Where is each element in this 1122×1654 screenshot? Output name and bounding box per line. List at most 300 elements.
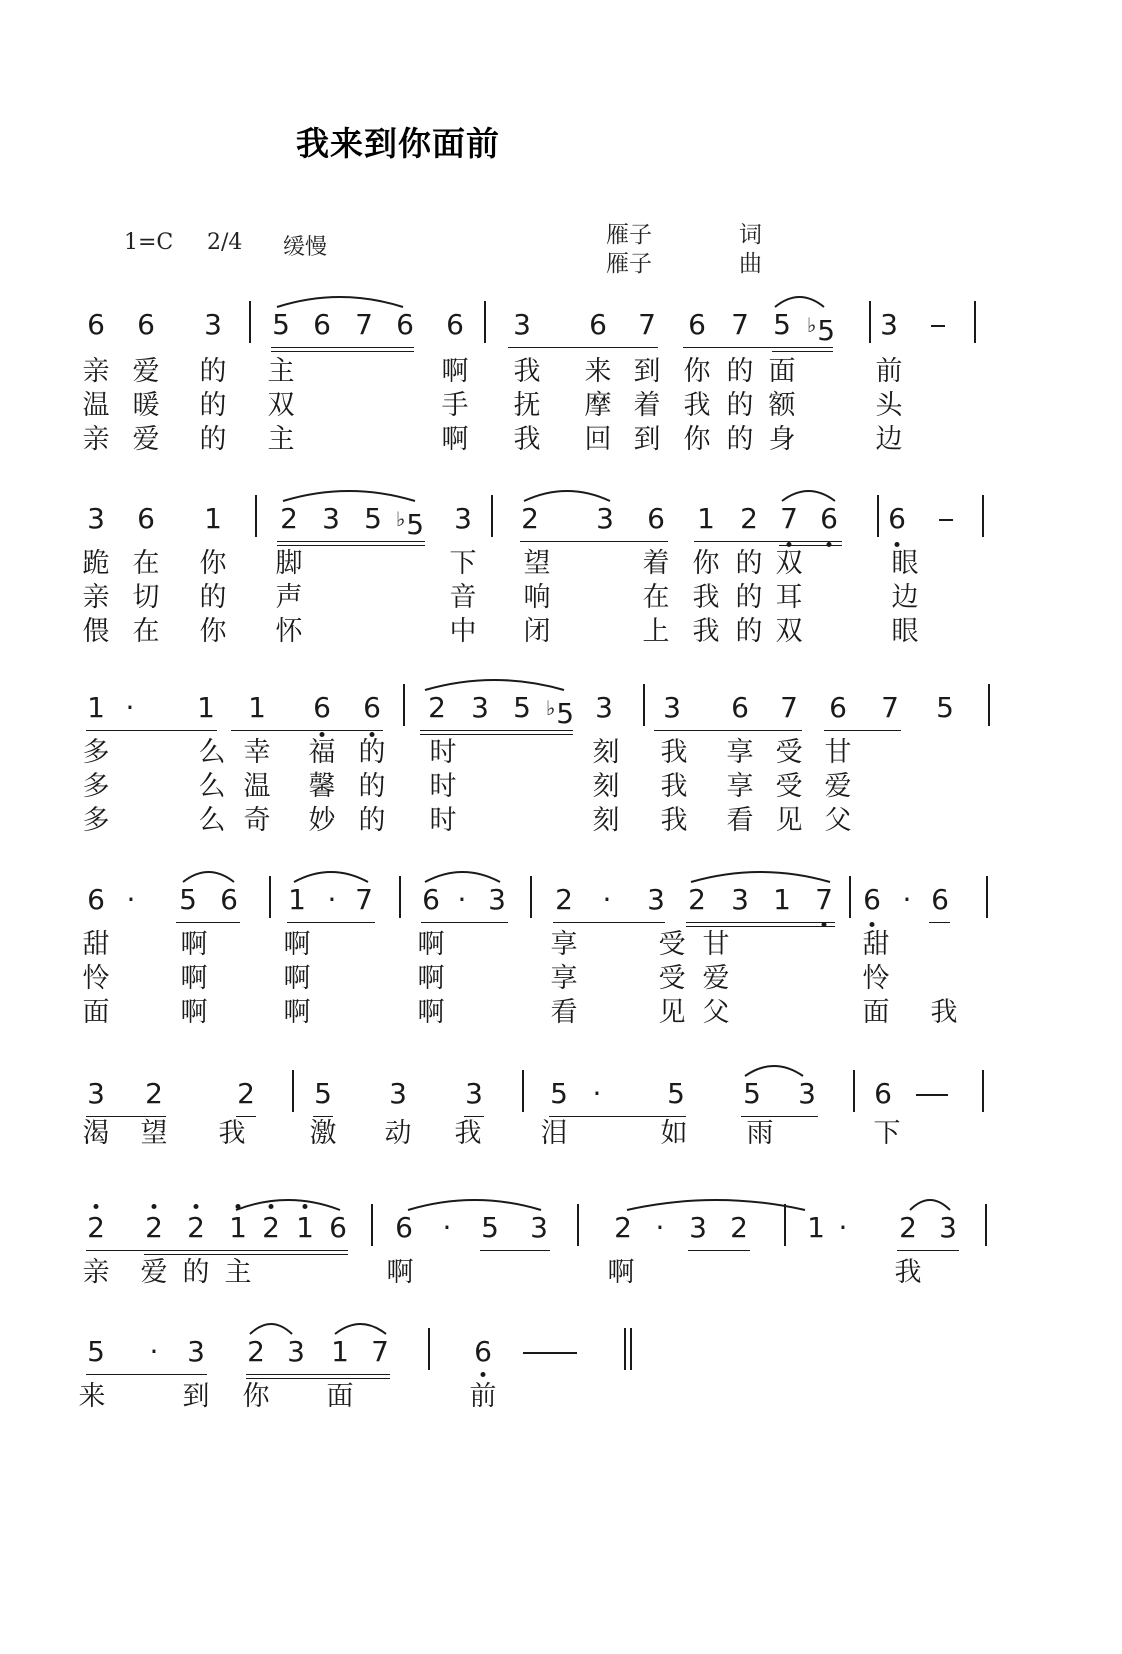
lyric-char: 头 [875, 390, 903, 421]
lyric-char: 刻 [592, 771, 620, 802]
octave-dot [870, 922, 875, 927]
lyric-char: 前 [469, 1381, 497, 1412]
lyric-char: 的 [182, 1257, 210, 1288]
lyric-char: 暖 [132, 390, 160, 421]
lyric-char: 我 [660, 771, 688, 802]
lyric-char: 雨 [746, 1118, 774, 1149]
note: 3 [880, 308, 898, 341]
lyric-char: 幸 [243, 737, 271, 768]
flat-sign: ♭ [395, 507, 406, 531]
slur-arc [250, 1324, 292, 1334]
lyric-char: 着 [642, 548, 670, 579]
lyric-char: 闭 [523, 616, 551, 647]
note: 3 [595, 691, 613, 724]
note: 3 [513, 308, 531, 341]
lyric-char: 你 [242, 1381, 270, 1412]
lyric-char: 享 [550, 929, 578, 960]
note: 5 [314, 1077, 332, 1110]
lyric-char: 前 [875, 356, 903, 387]
augmentation-dot: · [457, 883, 467, 916]
lyric-char: 望 [140, 1118, 168, 1149]
lyric-char: 来 [584, 356, 612, 387]
note: 5 [513, 691, 531, 724]
lyric-char: 的 [735, 582, 763, 613]
note: 5 [87, 1335, 105, 1368]
octave-dot [236, 1204, 241, 1209]
note: 2 [145, 1077, 163, 1110]
lyric-char: 你 [692, 548, 720, 579]
lyric-char: 偎 [82, 616, 110, 647]
slur-arc [277, 297, 403, 307]
underline-beam [246, 1378, 390, 1379]
note: 7 [780, 691, 798, 724]
underline-beam [277, 545, 425, 546]
note: 6 [395, 1211, 413, 1244]
note: 3 [389, 1077, 407, 1110]
augmentation-dot: · [125, 691, 135, 724]
note: 6 [313, 691, 331, 724]
lyric-char: 激 [309, 1118, 337, 1149]
lyric-char: 泪 [540, 1118, 568, 1149]
note: 1 [807, 1211, 825, 1244]
note: 3 [488, 883, 506, 916]
lyric-char: 爱 [140, 1257, 168, 1288]
octave-dot [787, 542, 792, 547]
time-signature: 2/4 [207, 230, 243, 255]
lyric-char: 着 [633, 390, 661, 421]
lyricist-name: 雁子 [606, 222, 652, 248]
note: 6 [731, 691, 749, 724]
lyric-char: 爱 [132, 356, 160, 387]
lyric-char: 甘 [824, 737, 852, 768]
lyric-char: 刻 [592, 805, 620, 836]
lyric-char: 回 [584, 424, 612, 455]
slur-arc [775, 297, 824, 307]
octave-dot [320, 732, 325, 737]
lyric-char: 动 [384, 1118, 412, 1149]
note: 2 [614, 1211, 632, 1244]
lyric-char: 的 [358, 771, 386, 802]
lyric-char: 你 [683, 424, 711, 455]
octave-dot [481, 1372, 486, 1377]
lyric-char: 的 [358, 805, 386, 836]
slur-arc [524, 491, 610, 501]
lyric-char: 的 [199, 390, 227, 421]
lyric-char: 我 [513, 424, 541, 455]
octave-dot [152, 1204, 157, 1209]
lyric-char: 甜 [82, 929, 110, 960]
note: 6 [422, 883, 440, 916]
lyric-char: 切 [132, 582, 160, 613]
note: 6 [829, 691, 847, 724]
flat-sign: ♭ [806, 313, 817, 337]
note: 6 [329, 1211, 347, 1244]
lyric-char: 如 [660, 1118, 688, 1149]
lyric-char: 抚 [513, 390, 541, 421]
note: 2 [740, 502, 758, 535]
lyric-char: 啊 [441, 356, 469, 387]
octave-dot [303, 1204, 308, 1209]
lyric-char: 啊 [283, 997, 311, 1028]
lyric-char: 面 [862, 997, 890, 1028]
lyric-char: 脚 [275, 548, 303, 579]
note: 3 [204, 308, 222, 341]
note: 3 [530, 1211, 548, 1244]
lyric-char: 啊 [417, 997, 445, 1028]
augmentation-dot: · [327, 883, 337, 916]
slur-layer [0, 672, 1122, 732]
key-signature: 1=C [124, 230, 174, 255]
augmentation-dot: · [655, 1211, 665, 1244]
lyric-char: 啊 [283, 929, 311, 960]
lyric-char: 的 [726, 424, 754, 455]
tempo-marking: 缓慢 [283, 235, 328, 260]
lyric-char: 享 [726, 737, 754, 768]
lyric-char: 手 [441, 390, 469, 421]
lyric-char: 你 [683, 356, 711, 387]
note: 6 [647, 502, 665, 535]
lyric-char: 多 [82, 771, 110, 802]
composer-role: 曲 [739, 251, 762, 277]
augmentation-dot: · [902, 883, 912, 916]
lyric-char: 声 [275, 582, 303, 613]
note: 2 [555, 883, 573, 916]
lyric-char: 亲 [82, 582, 110, 613]
note: 7 [815, 883, 833, 916]
lyric-char: 馨 [308, 771, 336, 802]
lyric-char: 的 [199, 356, 227, 387]
note: 2 [899, 1211, 917, 1244]
lyric-char: 的 [199, 582, 227, 613]
lyric-char: 时 [429, 805, 457, 836]
note: 6 [589, 308, 607, 341]
note: 2 [688, 883, 706, 916]
lyric-char: 眼 [891, 548, 919, 579]
note: 2 [428, 691, 446, 724]
lyric-char: 怜 [82, 963, 110, 994]
lyric-char: 的 [726, 390, 754, 421]
lyric-char: 面 [768, 356, 796, 387]
lyric-char: 见 [775, 805, 803, 836]
note: 1 [331, 1335, 349, 1368]
lyric-char: 的 [735, 548, 763, 579]
note: 1 [697, 502, 715, 535]
flat-note: ♭5 [545, 696, 575, 730]
note: 2 [87, 1211, 105, 1244]
lyric-char: 妙 [308, 805, 336, 836]
note: 6 [220, 883, 238, 916]
note: 7 [780, 502, 798, 535]
lyric-char: 音 [449, 582, 477, 613]
note: 7 [731, 308, 749, 341]
note: 2 [730, 1211, 748, 1244]
note: 2 [280, 502, 298, 535]
lyric-char: 多 [82, 737, 110, 768]
lyric-char: 主 [267, 424, 295, 455]
lyric-char: 亲 [82, 424, 110, 455]
note: 6 [363, 691, 381, 724]
note: 2 [145, 1211, 163, 1244]
lyric-char: 啊 [417, 963, 445, 994]
slur-arc [425, 872, 500, 882]
octave-dot [822, 922, 827, 927]
lyric-char: 我 [930, 997, 958, 1028]
note: 5 [773, 308, 791, 341]
lyric-char: 边 [891, 582, 919, 613]
note: 5 [272, 308, 290, 341]
lyric-char: 渴 [82, 1118, 110, 1149]
lyric-char: 边 [875, 424, 903, 455]
lyric-char: 摩 [584, 390, 612, 421]
note: 3 [454, 502, 472, 535]
composer-name: 雁子 [606, 251, 652, 277]
lyric-char: 爱 [824, 771, 852, 802]
lyric-char: 爱 [132, 424, 160, 455]
lyric-char: 的 [358, 737, 386, 768]
lyric-char: 享 [726, 771, 754, 802]
note: 6 [474, 1335, 492, 1368]
slur-layer [0, 289, 1122, 349]
slur-layer [0, 864, 1122, 924]
lyric-char: 么 [198, 771, 226, 802]
note: 3 [647, 883, 665, 916]
lyric-char: 看 [726, 805, 754, 836]
slur-arc [910, 1200, 950, 1210]
underline-beam [228, 1254, 348, 1255]
note: 5 [936, 691, 954, 724]
lyric-char: 我 [218, 1118, 246, 1149]
lyric-char: 多 [82, 805, 110, 836]
lyric-char: 我 [692, 616, 720, 647]
lyric-char: 跪 [82, 548, 110, 579]
note: 1 [204, 502, 222, 535]
lyric-char: 的 [735, 616, 763, 647]
slur-arc [294, 872, 368, 882]
lyric-char: 啊 [283, 963, 311, 994]
note: 6 [87, 308, 105, 341]
lyric-char: 我 [454, 1118, 482, 1149]
slur-arc [236, 1200, 340, 1210]
note: 7 [371, 1335, 389, 1368]
lyric-char: 望 [523, 548, 551, 579]
note: 6 [874, 1077, 892, 1110]
slur-arc [627, 1200, 805, 1210]
lyric-char: 啊 [386, 1257, 414, 1288]
note: 5 [364, 502, 382, 535]
lyric-char: 耳 [775, 582, 803, 613]
note: 3 [87, 502, 105, 535]
augmentation-dot: · [592, 1077, 602, 1110]
augmentation-dot: · [442, 1211, 452, 1244]
note: 7 [881, 691, 899, 724]
note: 5 [550, 1077, 568, 1110]
note: 1 [87, 691, 105, 724]
note: 3 [322, 502, 340, 535]
note: 1 [288, 883, 306, 916]
lyric-char: 怀 [275, 616, 303, 647]
flat-sign: ♭ [545, 696, 556, 720]
lyric-char: 我 [692, 582, 720, 613]
octave-dot [895, 542, 900, 547]
note: 6 [313, 308, 331, 341]
lyric-char: 么 [198, 805, 226, 836]
lyric-char: 主 [224, 1257, 252, 1288]
octave-dot [827, 542, 832, 547]
lyric-char: 我 [660, 737, 688, 768]
note: 2 [521, 502, 539, 535]
lyric-char: 面 [82, 997, 110, 1028]
lyric-char: 看 [550, 997, 578, 1028]
lyric-char: 父 [702, 997, 730, 1028]
flat-note: ♭5 [806, 313, 836, 347]
note: 3 [471, 691, 489, 724]
note: 7 [638, 308, 656, 341]
note: 6 [87, 883, 105, 916]
lyric-char: 双 [775, 548, 803, 579]
note: 6 [863, 883, 881, 916]
augmentation-dot: · [126, 883, 136, 916]
note: 3 [798, 1077, 816, 1110]
lyric-char: 我 [683, 390, 711, 421]
lyric-char: 在 [642, 582, 670, 613]
lyric-char: 见 [658, 997, 686, 1028]
slur-arc [335, 1324, 386, 1334]
note: 2 [262, 1211, 280, 1244]
lyricist-role: 词 [739, 222, 762, 248]
lyric-char: 到 [182, 1381, 210, 1412]
lyric-char: 在 [132, 616, 160, 647]
slur-arc [425, 680, 564, 690]
note: 7 [355, 308, 373, 341]
lyric-char: 么 [198, 737, 226, 768]
note: 3 [731, 883, 749, 916]
lyric-char: 下 [449, 548, 477, 579]
lyric-char: 面 [326, 1381, 354, 1412]
note: 6 [820, 502, 838, 535]
note: 7 [355, 883, 373, 916]
lyric-char: 的 [726, 356, 754, 387]
lyric-char: 啊 [441, 424, 469, 455]
note: 2 [247, 1335, 265, 1368]
slur-arc [782, 491, 835, 501]
octave-dot [194, 1204, 199, 1209]
lyric-char: 额 [768, 390, 796, 421]
note: 3 [287, 1335, 305, 1368]
lyric-char: 福 [308, 737, 336, 768]
note: 1 [229, 1211, 247, 1244]
augmentation-dot: · [149, 1335, 159, 1368]
flat-note: ♭5 [395, 507, 425, 541]
lyric-char: 受 [775, 737, 803, 768]
note: 6 [688, 308, 706, 341]
augmentation-dot: · [838, 1211, 848, 1244]
underline-beam [420, 734, 573, 735]
slur-arc [691, 872, 830, 882]
lyric-char: 爱 [702, 963, 730, 994]
slur-arc [745, 1066, 803, 1076]
lyric-char: 双 [267, 390, 295, 421]
lyric-char: 你 [199, 616, 227, 647]
lyric-char: 温 [82, 390, 110, 421]
lyric-char: 啊 [417, 929, 445, 960]
slur-arc [283, 491, 415, 501]
note: 3 [596, 502, 614, 535]
note: 6 [137, 308, 155, 341]
lyric-char: 刻 [592, 737, 620, 768]
lyric-char: 奇 [243, 805, 271, 836]
note: 5 [179, 883, 197, 916]
note: 5 [743, 1077, 761, 1110]
note: 2 [187, 1211, 205, 1244]
lyric-char: 中 [449, 616, 477, 647]
lyric-char: 我 [894, 1257, 922, 1288]
note: 3 [663, 691, 681, 724]
note: 3 [87, 1077, 105, 1110]
note: 6 [446, 308, 464, 341]
lyric-char: 眼 [891, 616, 919, 647]
lyric-char: 上 [642, 616, 670, 647]
underline-beam [686, 926, 835, 927]
lyric-char: 怜 [862, 963, 890, 994]
lyric-char: 啊 [607, 1257, 635, 1288]
note: 1 [296, 1211, 314, 1244]
note: 5 [481, 1211, 499, 1244]
lyric-char: 响 [523, 582, 551, 613]
lyric-char: 你 [199, 548, 227, 579]
lyric-char: 亲 [82, 356, 110, 387]
note: 6 [396, 308, 414, 341]
lyric-char: 甜 [862, 929, 890, 960]
lyric-char: 双 [775, 616, 803, 647]
underline-beam [772, 351, 833, 352]
note: 3 [689, 1211, 707, 1244]
slur-layer [0, 483, 1122, 543]
song-title: 我来到你面前 [296, 124, 500, 163]
lyric-char: 来 [78, 1381, 106, 1412]
lyric-char: 受 [775, 771, 803, 802]
note: 1 [248, 691, 266, 724]
lyric-char: 时 [429, 771, 457, 802]
note: 1 [197, 691, 215, 724]
note: 6 [931, 883, 949, 916]
slur-layer [0, 1316, 1122, 1376]
slur-arc [183, 872, 234, 882]
lyric-char: 我 [513, 356, 541, 387]
lyric-char: 受 [658, 929, 686, 960]
lyric-char: 到 [633, 424, 661, 455]
octave-dot [370, 732, 375, 737]
lyric-char: 主 [267, 356, 295, 387]
lyric-char: 啊 [180, 929, 208, 960]
note: 6 [888, 502, 906, 535]
lyric-char: 的 [199, 424, 227, 455]
octave-dot [269, 1204, 274, 1209]
lyric-char: 啊 [180, 963, 208, 994]
slur-arc [408, 1200, 541, 1210]
augmentation-dot: · [602, 883, 612, 916]
lyric-char: 到 [633, 356, 661, 387]
lyric-char: 身 [768, 424, 796, 455]
octave-dot [94, 1204, 99, 1209]
lyric-char: 父 [824, 805, 852, 836]
lyric-char: 啊 [180, 997, 208, 1028]
lyric-char: 亲 [82, 1257, 110, 1288]
note: 1 [773, 883, 791, 916]
slur-layer [0, 1058, 1122, 1118]
lyric-char: 我 [660, 805, 688, 836]
note: 3 [187, 1335, 205, 1368]
note: 3 [939, 1211, 957, 1244]
